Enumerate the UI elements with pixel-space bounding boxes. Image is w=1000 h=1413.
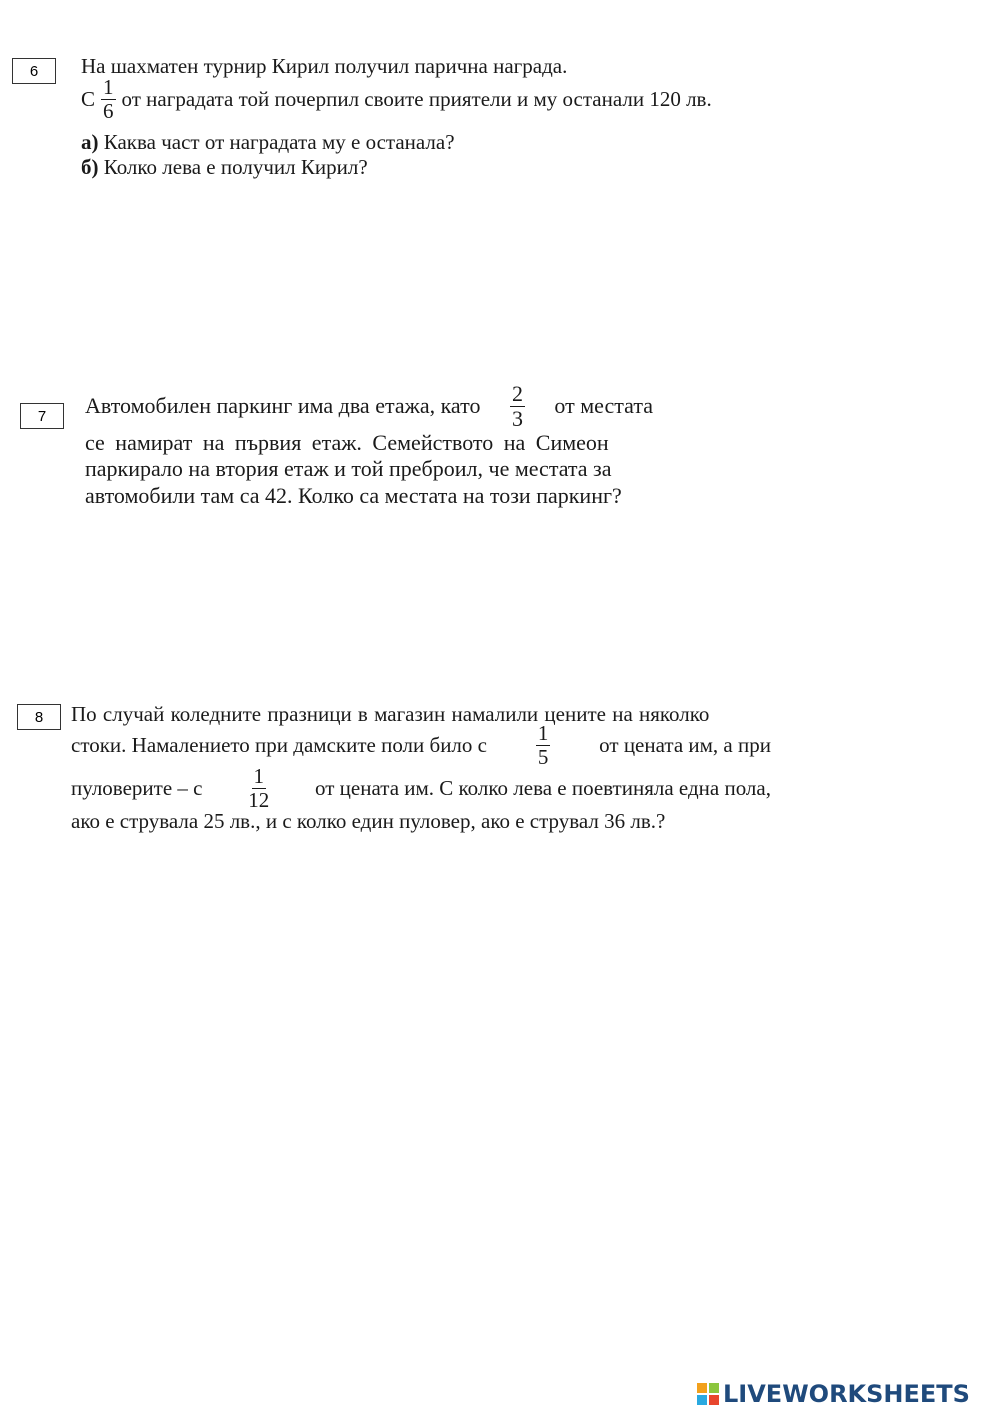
task-line [85,383,653,430]
task-text: ако е струвала 25 лв., и с колко един пуловер, ако е струвал 36 лв.? [71,809,666,834]
task-text: пуловерите – с [71,776,203,801]
task-text: от цената им, а при [599,733,771,758]
task-text: На шахматен турнир Кирил получил парична награда. [81,54,568,78]
logo-square-icon [709,1383,719,1393]
task-line [85,456,653,482]
task-text: от наградата той почерпил своите приятели и му останали 120 лв. [121,87,712,112]
task-number-box[interactable] [20,403,64,429]
fraction-numerator: 1 [537,721,549,746]
fraction [510,383,525,430]
task-number-box[interactable] [12,58,56,84]
logo-text: LIVEWORKSHEETS [723,1380,970,1408]
fraction-numerator: 1 [103,75,114,100]
task-number: 6 [29,62,39,80]
task-line [71,723,771,768]
fraction-numerator: 1 [253,764,264,789]
fraction-numerator: 2 [511,381,523,406]
task-number: 7 [37,407,47,425]
task-6 [81,54,712,181]
task-7 [85,383,653,509]
task-line [71,809,771,834]
question-b [81,155,712,180]
logo-mark-icon [697,1383,719,1405]
task-line [81,77,712,122]
task-text: Автомобилен паркинг има два етажа, като [85,393,481,419]
fraction-denominator: 12 [248,788,270,813]
task-number-box[interactable] [17,704,61,730]
task-text: от цената им. С колко лева е поевтиняла една пола, [315,776,771,801]
fraction [248,766,269,811]
task-text: С [81,87,96,112]
fraction [101,77,116,122]
task-line [81,54,712,79]
task-text: стоки. Намалението при дамските поли било с [71,733,487,758]
task-text: По случай коледните празници в магазин намалили цените на няколко [71,702,710,726]
task-text: се намират на първия етаж. Семейството на Симеон [85,430,609,455]
question-text: Колко лева е получил Кирил? [103,155,368,180]
logo-square-icon [709,1395,719,1405]
question-a [81,130,712,155]
liveworksheets-logo [697,1376,970,1412]
question-label: а) [81,130,99,155]
task-text: автомобили там са 42. Колко са местата на този паркинг? [85,482,622,508]
task-text: паркирало на втория етаж и той преброил, че местата за [85,456,612,482]
logo-square-icon [697,1383,707,1393]
question-label: б) [81,155,99,180]
task-number: 8 [34,708,44,726]
fraction-denominator: 5 [537,745,549,770]
task-line [85,483,653,509]
logo-square-icon [697,1395,707,1405]
question-text: Каква част от наградата му е останала? [103,130,455,155]
task-line [71,766,771,811]
task-8 [71,702,771,834]
fraction-denominator: 3 [511,406,523,431]
task-text: от местата [554,393,653,419]
fraction-denominator: 6 [103,99,114,124]
task-line [71,702,771,727]
task-line [85,430,653,456]
fraction [536,723,551,768]
